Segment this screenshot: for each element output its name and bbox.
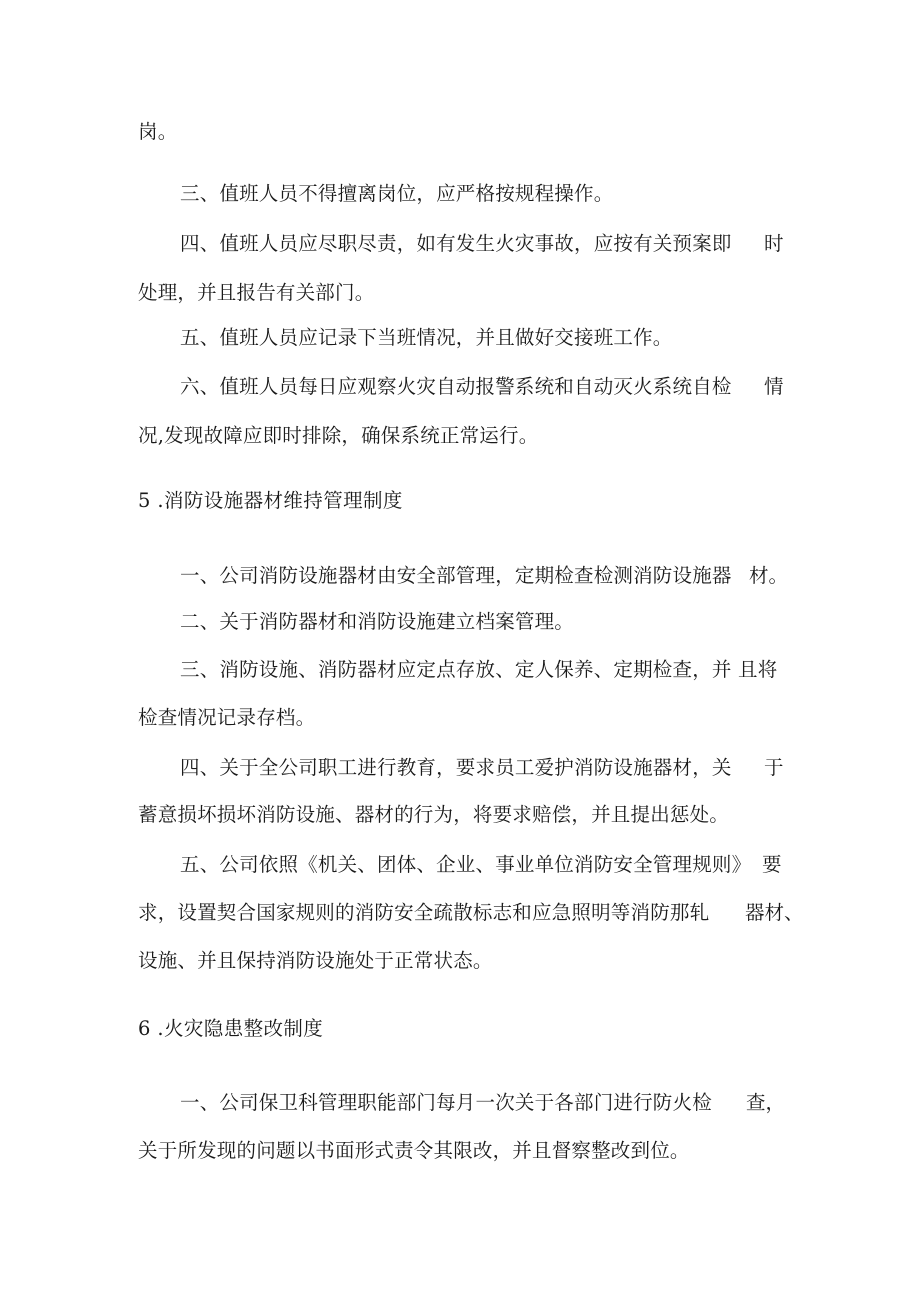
text-line: 蓄意损坏损坏消防设施、器材的行为，将要求赔偿，并且提出惩处。: [138, 803, 730, 826]
text-line: 处理，并且报告有关部门。: [138, 281, 375, 304]
text-line: 一、公司消防设施器材由安全部管理，定期检查检测消防设施器: [180, 564, 732, 587]
text-fragment: 材。: [749, 564, 789, 587]
text-line: 关于所发现的问题以书面形式责令其限改，并且督察整改到位。: [138, 1139, 690, 1162]
text-line: 设施、并且保持消防设施处于正常状态。: [138, 949, 493, 972]
text-fragment: 时: [764, 232, 784, 255]
section-heading-5: 5 .消防设施器材维持管理制度: [138, 489, 403, 512]
text-line: 三、消防设施、消防器材应定点存放、定人保养、定期检查，并 且将: [180, 658, 778, 681]
text-line: 三、值班人员不得擅离岗位，应严格按规程操作。: [180, 182, 614, 205]
text-line: 一、公司保卫科管理职能部门每月一次关于各部门进行防火检: [180, 1091, 712, 1114]
text-fragment: 情: [764, 375, 784, 398]
text-line: 六、值班人员每日应观察火灾自动报警系统和自动灭火系统自检: [180, 375, 732, 398]
text-fragment: 要: [762, 853, 782, 876]
text-line: 二、关于消防器材和消防设施建立档案管理。: [180, 610, 575, 633]
text-line: 四、值班人员应尽职尽责，如有发生火灾事故，应按有关预案即: [180, 232, 732, 255]
text-line: 况,发现故障应即时排除，确保系统正常运行。: [138, 424, 539, 447]
text-line: 五、值班人员应记录下当班情况，并且做好交接班工作。: [180, 326, 673, 349]
text-line: 检查情况记录存档。: [138, 706, 316, 729]
text-line: 岗。: [138, 120, 178, 143]
text-fragment: 器材、: [745, 901, 804, 924]
text-fragment: 于: [764, 756, 784, 779]
section-heading-6: 6 .火灾隐患整改制度: [138, 1017, 324, 1040]
text-line: 五、公司依照《机关、团体、企业、事业单位消防安全管理规则》: [180, 853, 752, 876]
text-fragment: 查，: [746, 1091, 786, 1114]
text-line: 四、关于全公司职工进行教育，要求员工爱护消防设施器材，关: [180, 756, 732, 779]
text-line: 求，设置契合国家规则的消防安全疏散标志和应急照明等消防那轧: [138, 901, 710, 924]
